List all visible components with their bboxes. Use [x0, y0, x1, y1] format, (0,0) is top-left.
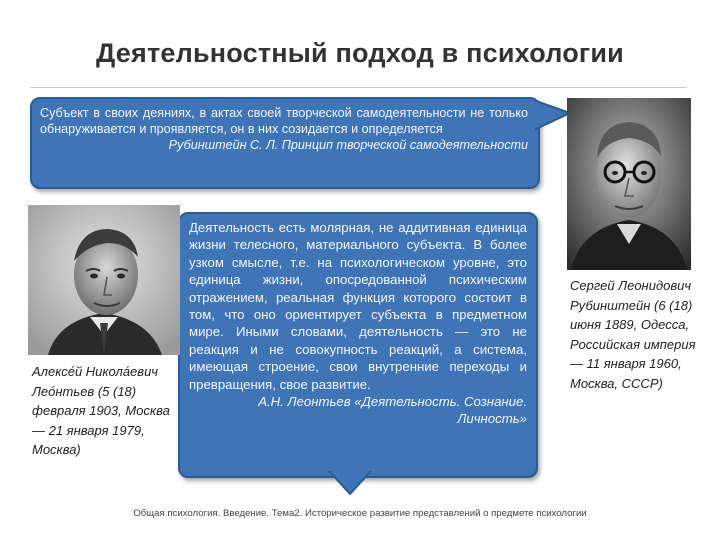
quote-bubble-rubinstein [30, 97, 540, 189]
quote-rubinstein-body: Субъект в своих деяниях, в актах своей творческой самодеятельности не только обнаруживается и проявляется, он в них созидается и определяется [40, 106, 528, 136]
caption-leontiev: Алексе́й Никола́евич Лео́нтьев (5 (18) февраля 1903, Москва — 21 января 1979, Москва) [32, 364, 170, 457]
quote-rubinstein-citation: Рубинштейн С. Л. Принцип творческой самодеятельности [168, 138, 528, 152]
quote-leontiev-body: Деятельность есть молярная, не аддитивная единица жизни телесного, материального субъекта. В более узком смысле, т.е. на психологическом уровне, это единица жизни, опосредованной психическим отражением, реальная функция которого состоит в том, что оно ориентирует субъекта в предметном мире. Иными словами, деятельность — это не реакция и не совокупность реакций, а система, имеющая строение, свои внутренние переходы и превращения, свое развитие. [189, 220, 527, 392]
bubble-tail-bottom-icon [330, 472, 390, 502]
title-divider [30, 87, 686, 88]
quote-bubble-leontiev [178, 212, 538, 478]
quote-leontiev-text [189, 219, 527, 428]
portrait-leontiev-icon [28, 205, 180, 355]
caption-rubinstein: Сергей Леонидович Рубинштейн (6 (18) июня 1889, Одесса, Российская империя — 11 января 1960, Москва, СССР) [570, 278, 696, 391]
slide-footer: Общая психология. Введение. Тема2. Историческое развитие представлений о предмете психологии [133, 508, 587, 519]
slide-title: Деятельностный подход в психологии [96, 38, 624, 68]
quote-rubinstein-text [40, 105, 528, 153]
quote-leontiev-citation: А.Н. Леонтьев «Деятельность. Сознание. Личность» [258, 394, 527, 427]
portrait-rubinstein-icon [567, 98, 691, 270]
